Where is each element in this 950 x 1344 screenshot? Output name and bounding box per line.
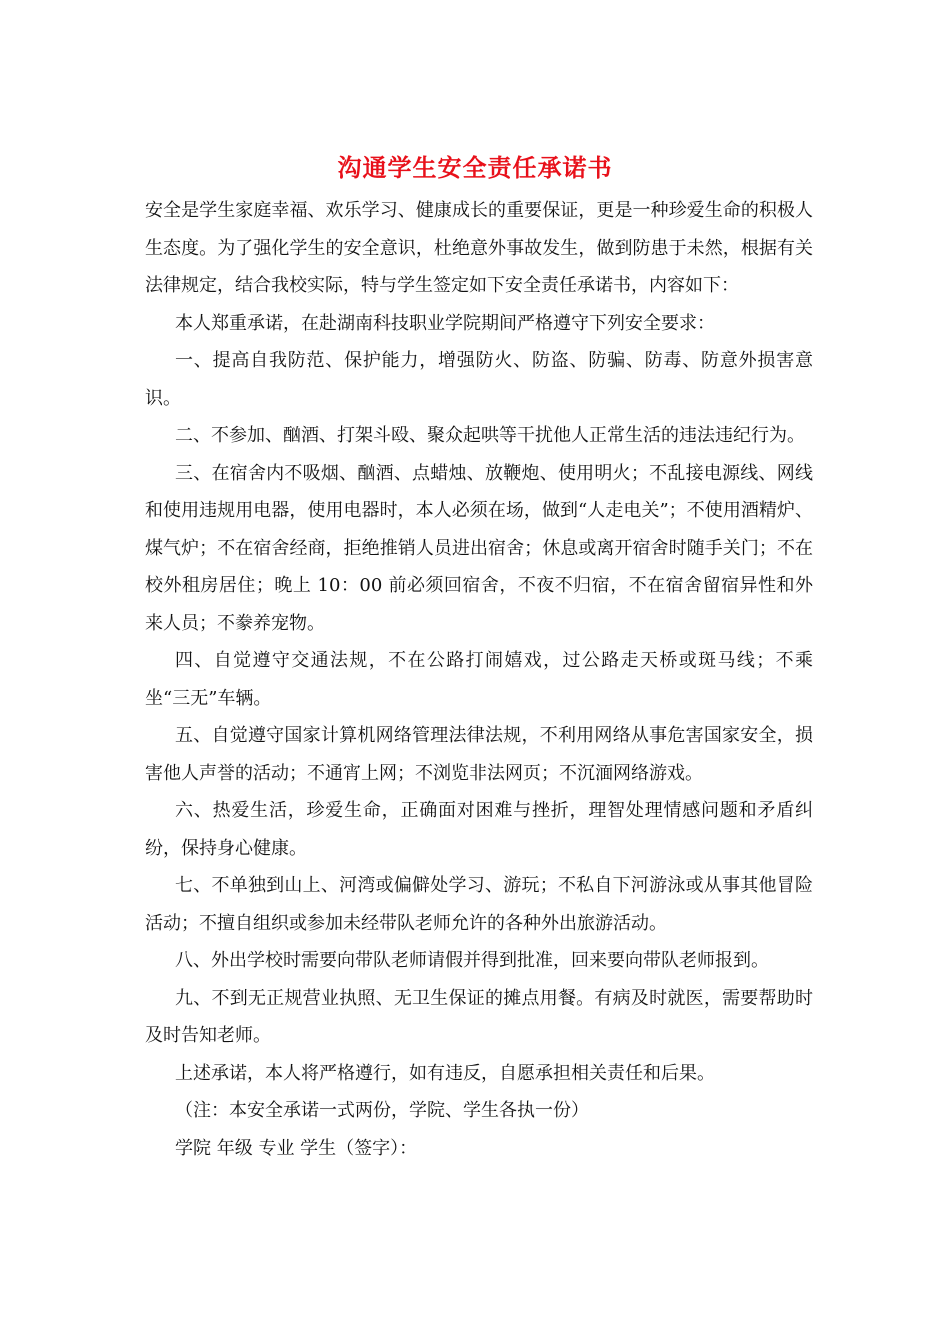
intro-paragraph: 安全是学生家庭幸福、欢乐学习、健康成长的重要保证，更是一种珍爱生命的积极人生态度。为了强化学生的安全意识，杜绝意外事故发生，做到防患于未然，根据有关法律规定，结合我校实际，特与学生签定如下安全责任承诺书，内容如下： [145,200,813,296]
pledge-item-7: 七、不单独到山上、河湾或偏僻处学习、游玩；不私自下河游泳或从事其他冒险活动；不擅自组织或参加未经带队老师允许的各种外出旅游活动。 [145,875,813,934]
pledge-item-8: 八、外出学校时需要向带队老师请假并得到批准，回来要向带队老师报到。 [175,950,769,971]
note-paragraph: （注：本安全承诺一式两份，学院、学生各执一份） [175,1100,589,1121]
pledge-item-1: 一、提高自我防范、保护能力，增强防火、防盗、防骗、防毒、防意外损害意识。 [145,350,813,409]
signature-line: 学院 年级 专业 学生（签字）： [175,1137,418,1159]
pledge-item-2: 二、不参加、酗酒、打架斗殴、聚众起哄等干扰他人正常生活的违法违纪行为。 [175,425,805,446]
document-body [145,192,813,1167]
pledge-item-6: 六、热爱生活，珍爱生命，正确面对困难与挫折，理智处理情感问题和矛盾纠纷，保持身心健康。 [145,800,813,859]
pledge-item-3: 三、在宿舍内不吸烟、酗酒、点蜡烛、放鞭炮、使用明火；不乱接电源线、网线和使用违规用电器，使用电器时，本人必须在场，做到“人走电关”；不使用酒精炉、煤气炉；不在宿舍经商，拒绝推销人员进出宿舍；休息或离开宿舍时随手关门；不在校外租房居住；晚上 10：00 前必须回宿舍，不夜不归宿，不在宿舍留宿异性和外来人员；不豢养宠物。 [145,462,813,634]
pledge-item-4: 四、自觉遵守交通法规，不在公路打闹嬉戏，过公路走天桥或斑马线；不乘坐“三无”车辆。 [145,650,813,709]
document-title: 沟通学生安全责任承诺书 [337,153,613,182]
pledge-item-5: 五、自觉遵守国家计算机网络管理法律法规，不利用网络从事危害国家安全，损害他人声誉的活动；不通宵上网；不浏览非法网页；不沉湎网络游戏。 [145,725,813,784]
closing-paragraph: 上述承诺，本人将严格遵行，如有违反，自愿承担相关责任和后果。 [175,1062,715,1084]
pledge-item-9: 九、不到无正规营业执照、无卫生保证的摊点用餐。有病及时就医，需要帮助时及时告知老师。 [145,987,813,1046]
pledge-intro-paragraph: 本人郑重承诺，在赴湖南科技职业学院期间严格遵守下列安全要求： [175,312,715,334]
